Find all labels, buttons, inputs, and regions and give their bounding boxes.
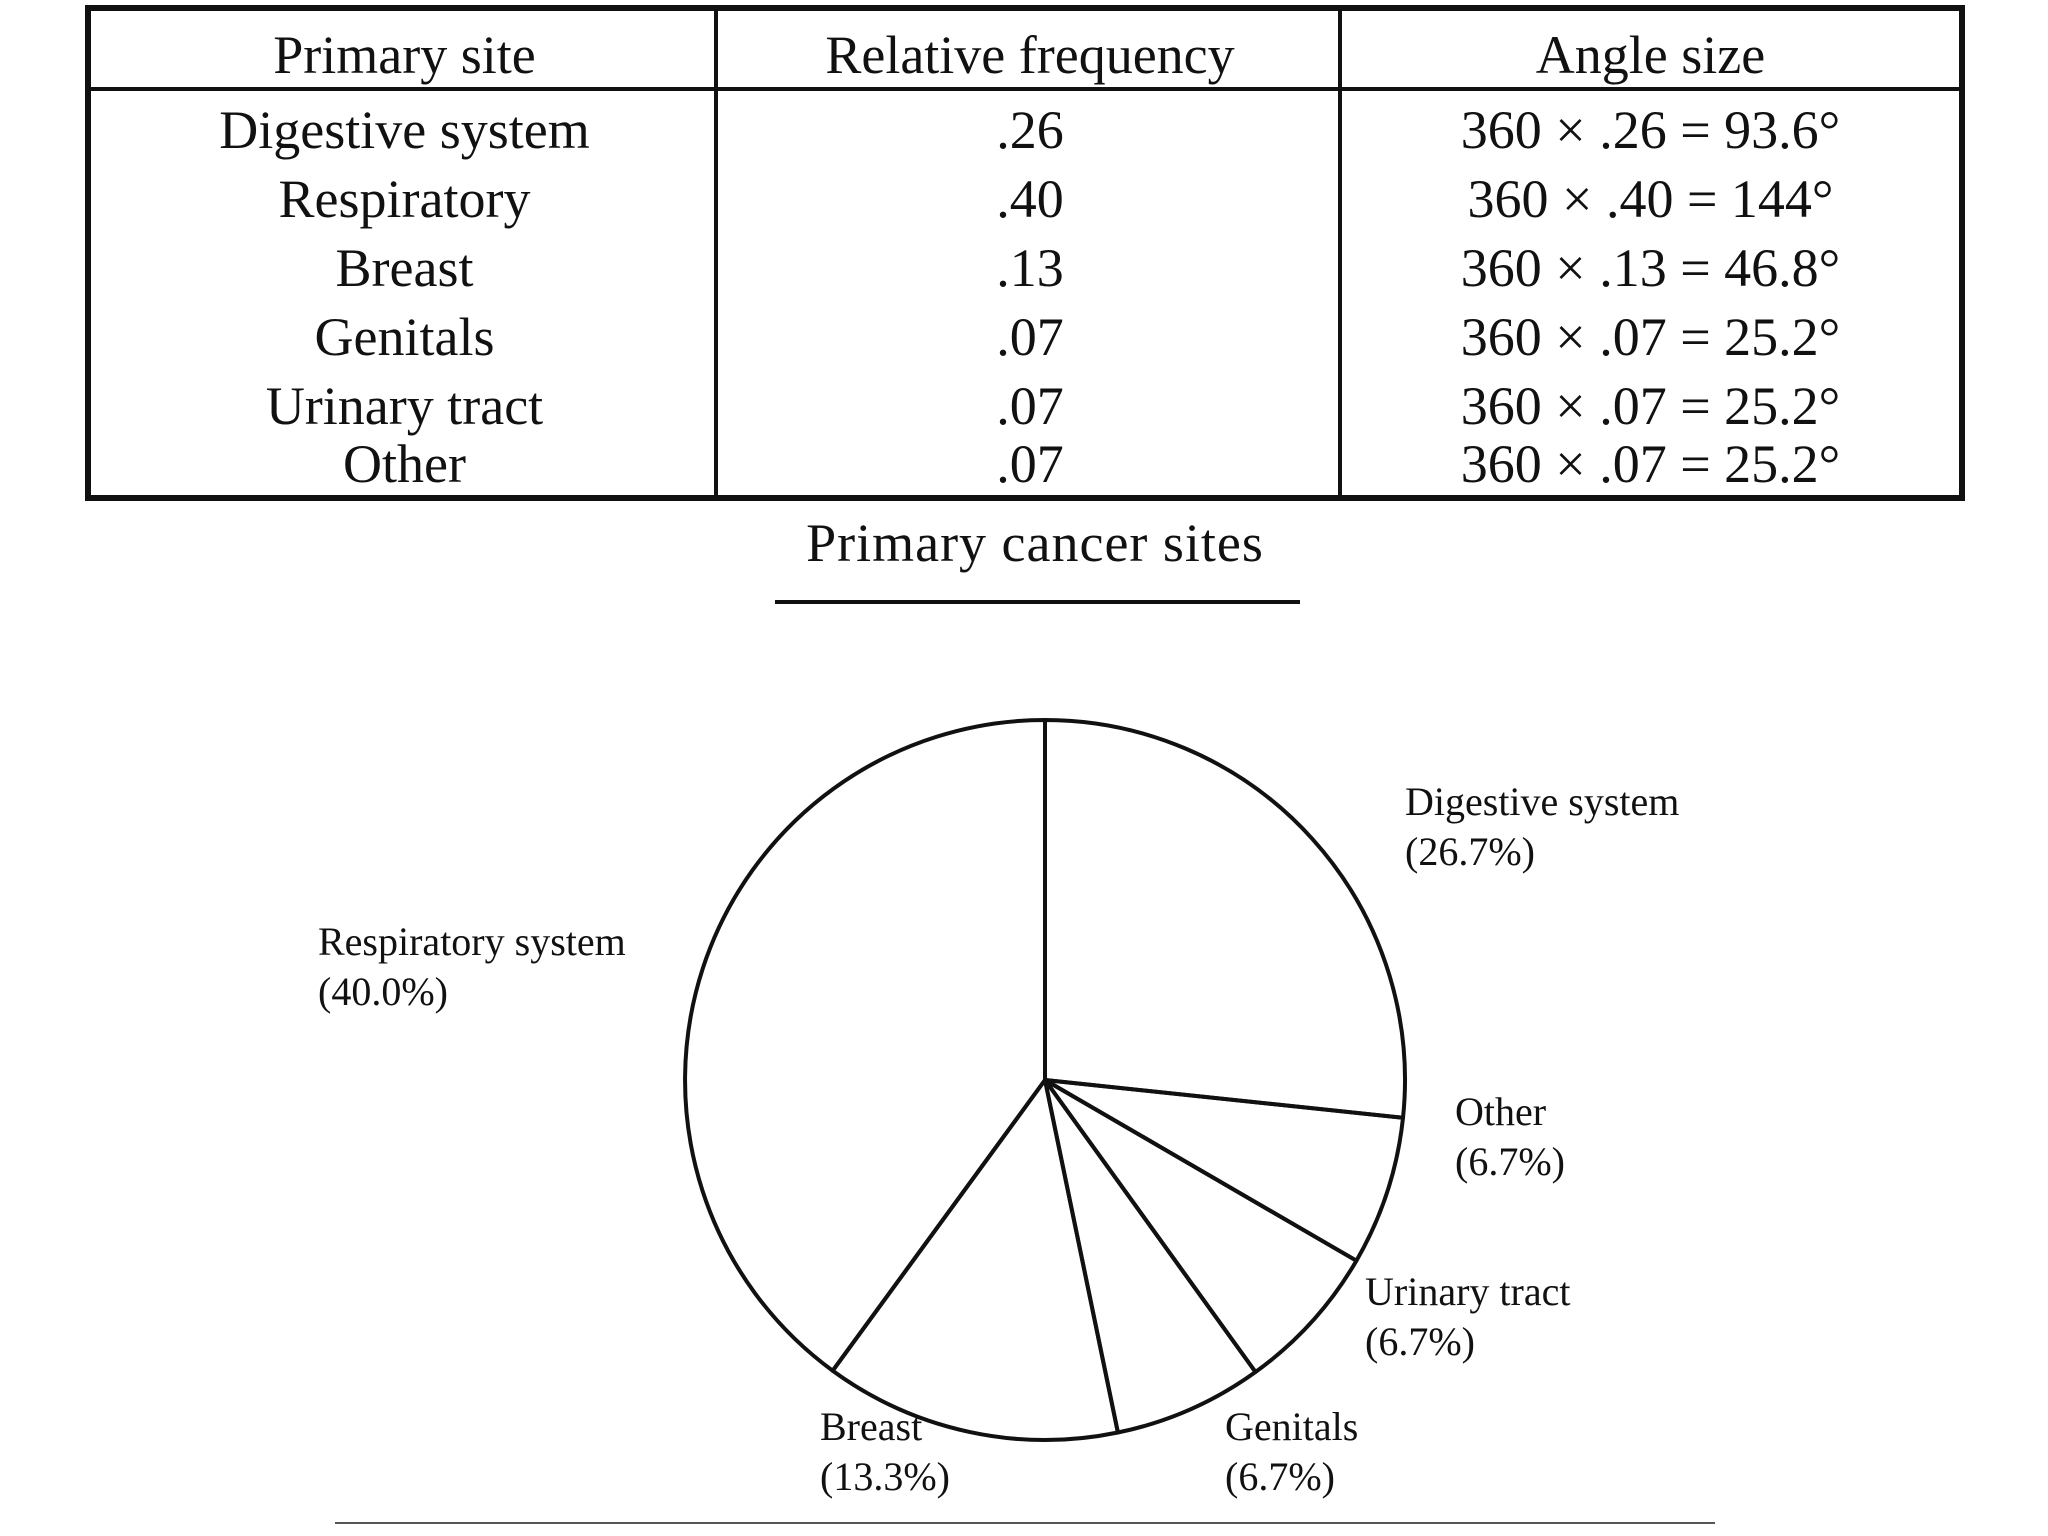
table-cell: 360 × .26 = 93.6° [1460,100,1841,160]
slice-percent-label: (6.7%) [1225,1454,1335,1499]
table-cell: .40 [996,169,1064,229]
table-cell: 360 × .07 = 25.2° [1460,434,1841,494]
slice-label: Respiratory system [318,919,626,964]
slice-percent-label: (13.3%) [820,1454,950,1499]
slice-label: Digestive system [1405,779,1680,824]
bottom-rule [335,1522,1715,1524]
table-cell: Digestive system [219,100,590,160]
column-header: Relative frequency [825,25,1235,85]
table-cell: 360 × .13 = 46.8° [1460,238,1841,298]
pie-slice-digestive-system [1045,720,1405,1118]
table-cell: 360 × .40 = 144° [1467,169,1834,229]
slice-percent-label: (26.7%) [1405,829,1535,874]
slice-percent-label: (40.0%) [318,969,448,1014]
table-cell: 360 × .07 = 25.2° [1460,376,1841,436]
table-cell: .13 [996,238,1064,298]
pie-slice-genitals [1045,1080,1256,1433]
slice-percent-label: (6.7%) [1455,1139,1565,1184]
table-cell: Urinary tract [265,376,544,436]
column-header: Angle size [1535,25,1766,85]
slice-label: Urinary tract [1365,1269,1571,1314]
chart-title: Primary cancer sites [806,513,1264,573]
slice-percent-label: (6.7%) [1365,1319,1475,1364]
column-header: Primary site [273,25,536,85]
table-cell: Breast [335,238,474,298]
pie-slice-urinary-tract [1045,1080,1356,1372]
slice-label: Other [1455,1089,1547,1134]
table-cell: .07 [996,307,1064,367]
table-cell: 360 × .07 = 25.2° [1460,307,1841,367]
table-cell: Other [343,434,466,494]
table-cell: .07 [996,434,1064,494]
table-cell: Genitals [314,307,495,367]
table-cell: Respiratory [278,169,531,229]
slice-label: Breast [820,1404,923,1449]
table-cell: .07 [996,376,1064,436]
pie-slice-breast [833,1080,1118,1440]
table-cell: .26 [996,100,1064,160]
slice-label: Genitals [1225,1404,1359,1449]
pie-slice-other [1045,1080,1403,1261]
pie-slice-respiratory-system [685,720,1045,1371]
